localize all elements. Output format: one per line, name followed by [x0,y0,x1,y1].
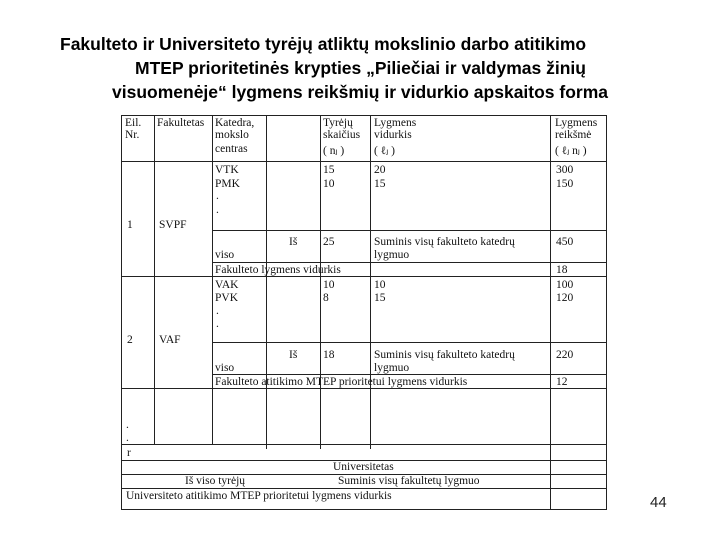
header-centras: centras [215,143,248,155]
row-divider [212,342,606,343]
title-line-1: Fakulteto ir Universiteto tyrėjų atliktų mokslinio darbo atitikimo [60,34,587,54]
row-divider [121,444,607,445]
title-line-2: MTEP prioritetinės krypties „Piliečiai ir valdymas žinių [135,58,586,78]
ellipsis-dot: . [216,204,219,216]
table-border-bottom [121,509,607,510]
university-avg-label: Universiteto atitikimo MTEP prioritetui lygmens vidurkis [126,490,392,502]
viso-label: viso [215,249,235,261]
row-divider [121,488,607,489]
group-divider [121,276,607,277]
viso-label: viso [215,362,235,374]
header-nj: ( nⱼ ) [323,145,345,157]
universitetas-label: Universitetas [333,461,394,473]
is-viso-tyreju: Iš viso tyrėjų [185,475,246,487]
table-cell: 8 [323,292,329,304]
table-cell: 10 [323,279,335,291]
header-katedra: Katedra, [215,117,255,129]
table-cell: 15 [374,178,386,190]
col-divider-fakultetas [212,115,213,445]
col-divider-katedra [266,115,267,449]
sum-text-2: lygmuo [374,249,410,261]
r-label: r [127,447,131,459]
table-border-left [121,115,122,509]
ellipsis-dot: . [126,419,129,431]
table-cell: 10 [374,279,386,291]
ellipsis-dot: . [216,190,219,202]
header-tyreju: Tyrėjų [323,117,353,129]
table-cell: VTK [215,164,239,176]
header-lygmens: Lygmens [374,117,417,129]
header-divider [121,161,607,162]
table-cell: PVK [215,292,239,304]
group-2-nr: 2 [127,334,133,346]
header-skaicius: skaičius [323,129,361,141]
sum-value: 450 [556,236,574,248]
header-eil: Eil. [125,117,142,129]
row-divider [212,230,606,231]
header-nr: Nr. [125,129,140,141]
group-1-faculty: SVPF [159,219,187,231]
col-divider-nr [154,115,155,445]
group-divider [121,388,607,389]
header-mokslo: mokslo [215,129,249,141]
faculty-avg-label: Fakulteto atitikimo MTEP prioritetui lygmens vidurkis [215,376,468,388]
table-cell: PMK [215,178,240,190]
sum-text: Suminis visų fakulteto katedrų [374,236,515,248]
header-fakultetas: Fakultetas [157,117,205,129]
table-cell: VAK [215,279,239,291]
table-cell: 100 [556,279,574,291]
header-reiksme: reikšmė [555,129,592,141]
header-ljnj: ( ℓⱼ nⱼ ) [555,145,587,157]
title-line-3: visuomenėje“ lygmens reikšmių ir vidurkio apskaitos forma [112,82,609,102]
total-n: 18 [323,349,335,361]
row-divider [212,374,606,375]
table-border-top [121,115,607,116]
suminis-visu-fakultetu: Suminis visų fakultetų lygmuo [338,475,480,487]
sum-text: Suminis visų fakulteto katedrų [374,349,515,361]
ellipsis-dot: . [216,305,219,317]
group-2-faculty: VAF [159,334,181,346]
header-vidurkis: vidurkis [374,129,412,141]
table-cell: 150 [556,178,574,190]
group-1-nr: 1 [127,219,133,231]
faculty-avg-value: 12 [556,376,568,388]
table-cell: 20 [374,164,386,176]
total-n: 25 [323,236,335,248]
table-border-right [606,115,607,510]
table-cell: 300 [556,164,574,176]
col-divider-reiksme [550,115,551,509]
sum-text-2: lygmuo [374,362,410,374]
col-divider-tyreju [320,115,321,449]
ellipsis-dot: . [126,432,129,444]
table-cell: 120 [556,292,574,304]
is-label: Iš [289,236,298,248]
table-cell: 10 [323,178,335,190]
table-cell: 15 [374,292,386,304]
col-divider-vidurkis [370,115,371,449]
faculty-avg-value: 18 [556,264,568,276]
table-cell: 15 [323,164,335,176]
row-divider [212,262,606,263]
page-number: 44 [650,494,667,511]
is-label: Iš [289,349,298,361]
header-lj: ( ℓⱼ ) [374,145,395,157]
ellipsis-dot: . [216,318,219,330]
sum-value: 220 [556,349,574,361]
faculty-avg-label: Fakulteto lygmens vidurkis [215,264,341,276]
header-lygmens-reiksme: Lygmens [555,117,598,129]
